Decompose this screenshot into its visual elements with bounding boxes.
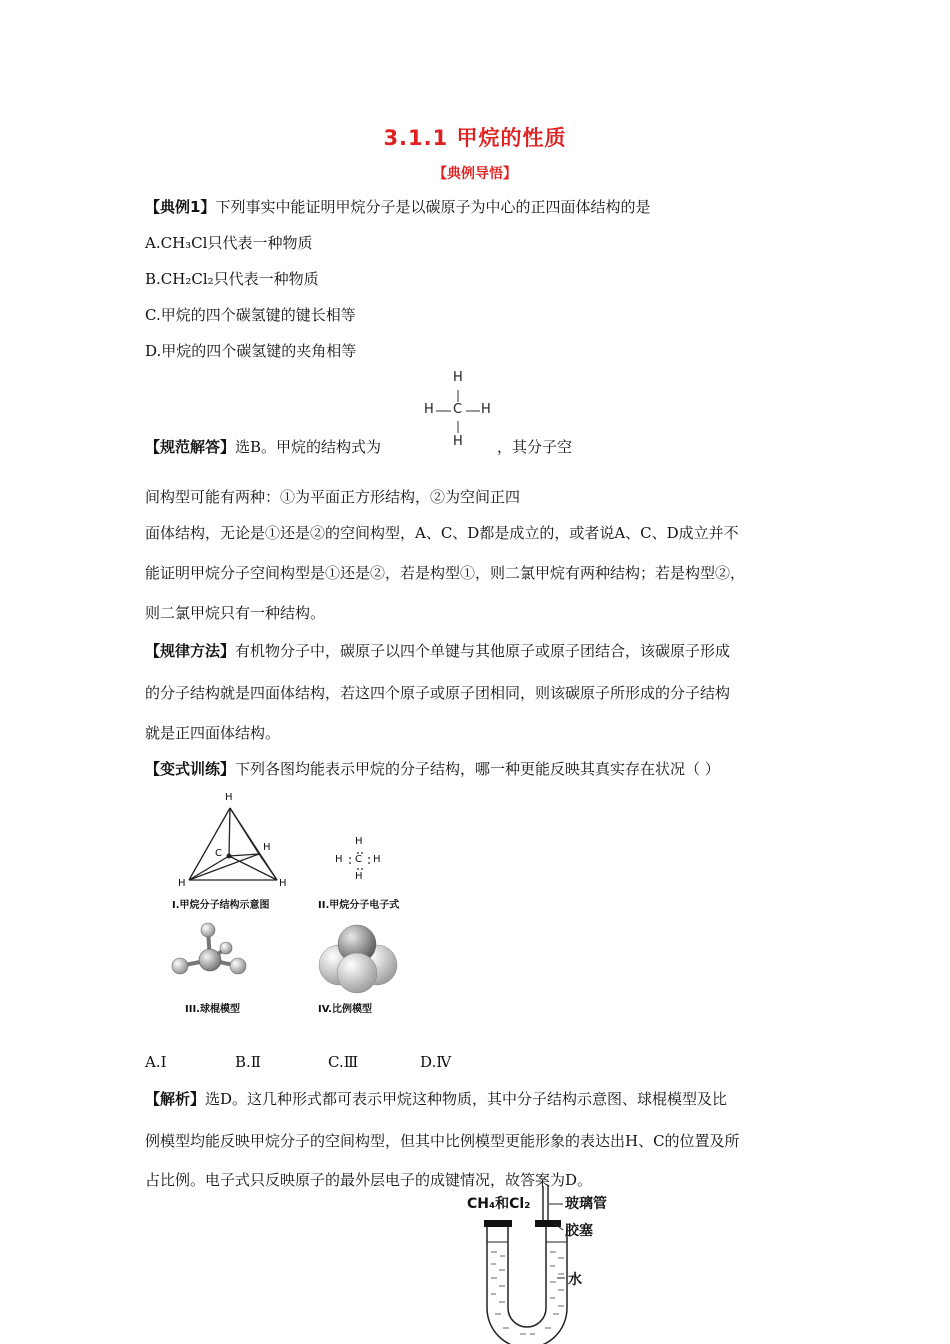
figure-tetrahedron: [165, 792, 305, 892]
variant-label: 【变式训练】: [145, 760, 236, 778]
analysis-line-3: 占比例。电子式只反映原子的最外层电子的成键情况，故答案为D。: [145, 1171, 593, 1189]
example1-option-d: D.甲烷的四个碳氢键的夹角相等: [145, 342, 357, 360]
stopper-label: 胶塞: [565, 1223, 593, 1239]
figure-electron-formula: [332, 836, 392, 886]
space-filling-model: [312, 918, 402, 998]
method-text-1: 有机物分子中，碳原子以四个单键与其他原子或原子团结合，该碳原子形成: [235, 642, 731, 660]
tetra-label-h-bottom-right: H: [279, 878, 287, 889]
tetra-label-h-right: H: [263, 842, 271, 853]
answer1-line-4: 能证明甲烷分子空间构型是①还是②，若是构型①，则二氯甲烷有两种结构；若是构型②，: [145, 564, 746, 582]
glass-tube-label: 玻璃管: [565, 1196, 607, 1212]
ball-and-stick-model: [160, 918, 260, 993]
analysis-line-1: [145, 1089, 727, 1109]
variant-option-c: C.Ⅲ: [328, 1053, 359, 1071]
answer1-line-5: 则二氯甲烷只有一种结构。: [145, 604, 326, 622]
caption-figure-1: I.甲烷分子结构示意图: [172, 900, 270, 911]
u-tube-apparatus: [465, 1180, 625, 1344]
page-title: 3.1.1 甲烷的性质: [383, 126, 567, 150]
gas-label: CH₄和Cl₂: [467, 1196, 531, 1212]
example1-question: [145, 197, 650, 217]
answer1-line-3: 面体结构，无论是①还是②的空间构型，A、C、D都是成立的，或者说A、C、D成立并不: [145, 524, 739, 542]
answer1-text-before: 选B。甲烷的结构式为: [235, 438, 382, 456]
method-line-2: 的分子结构就是四面体结构，若这四个原子或原子团相同，则该碳原子所形成的分子结构: [145, 684, 731, 702]
ef-h-bottom: H: [355, 871, 363, 882]
example1-option-c: C.甲烷的四个碳氢键的键长相等: [145, 306, 356, 324]
section-heading: 【典例导悟】: [433, 166, 517, 182]
variant-option-a: A.Ⅰ: [145, 1053, 167, 1071]
variant-option-b: B.Ⅱ: [235, 1053, 261, 1071]
example1-option-a: A.CH₃Cl只代表一种物质: [145, 234, 313, 252]
formula-h-top: H: [453, 370, 463, 385]
variant-question-text: 下列各图均能表示甲烷的分子结构，哪一种更能反映其真实存在状况（ ）: [235, 760, 720, 778]
caption-figure-3: III.球棍模型: [185, 1004, 240, 1015]
tetrahedron-drawing: [165, 792, 305, 892]
method-line-1: [145, 641, 730, 661]
tetra-label-c: C: [215, 848, 222, 859]
tetra-label-h-top: H: [225, 792, 233, 803]
answer1-label: 【规范解答】: [145, 438, 236, 456]
methane-structural-formula: [420, 370, 500, 452]
ef-h-right: H: [373, 854, 381, 865]
formula-h-left: H: [424, 402, 434, 417]
analysis-label: 【解析】: [145, 1090, 206, 1108]
analysis-text-1: 选D。这几种形式都可表示甲烷这种物质，其中分子结构示意图、球棍模型及比: [205, 1090, 728, 1108]
electron-dots: [332, 836, 392, 886]
ef-h-left: H: [335, 854, 343, 865]
example1-option-b: B.CH₂Cl₂只代表一种物质: [145, 270, 319, 288]
formula-c: C: [453, 402, 463, 417]
formula-bond-lines: [420, 370, 500, 452]
tetra-label-h-bottom-left: H: [178, 878, 186, 889]
analysis-line-2: 例模型均能反映甲烷分子的空间构型，但其中比例模型更能形象的表达出H、C的位置及所: [145, 1132, 740, 1150]
method-label: 【规律方法】: [145, 642, 236, 660]
ef-c: C: [355, 854, 362, 865]
caption-figure-4: IV.比例模型: [318, 1004, 372, 1015]
example1-question-text: 下列事实中能证明甲烷分子是以碳原子为中心的正四面体结构的是: [215, 198, 651, 216]
answer1-line-1: [145, 437, 381, 457]
example1-label: 【典例1】: [145, 198, 216, 216]
method-line-3: 就是正四面体结构。: [145, 724, 281, 742]
answer1-text-after: ，其分子空: [497, 438, 573, 456]
water-label: 水: [568, 1272, 582, 1288]
variant-option-d: D.Ⅳ: [420, 1053, 452, 1071]
variant-question: [145, 759, 720, 779]
answer1-line-2: 间构型可能有两种：①为平面正方形结构，②为空间正四: [145, 488, 521, 506]
caption-figure-2: II.甲烷分子电子式: [318, 900, 400, 911]
formula-h-right: H: [481, 402, 491, 417]
ef-h-top: H: [355, 836, 363, 847]
formula-h-bottom: H: [453, 434, 463, 449]
